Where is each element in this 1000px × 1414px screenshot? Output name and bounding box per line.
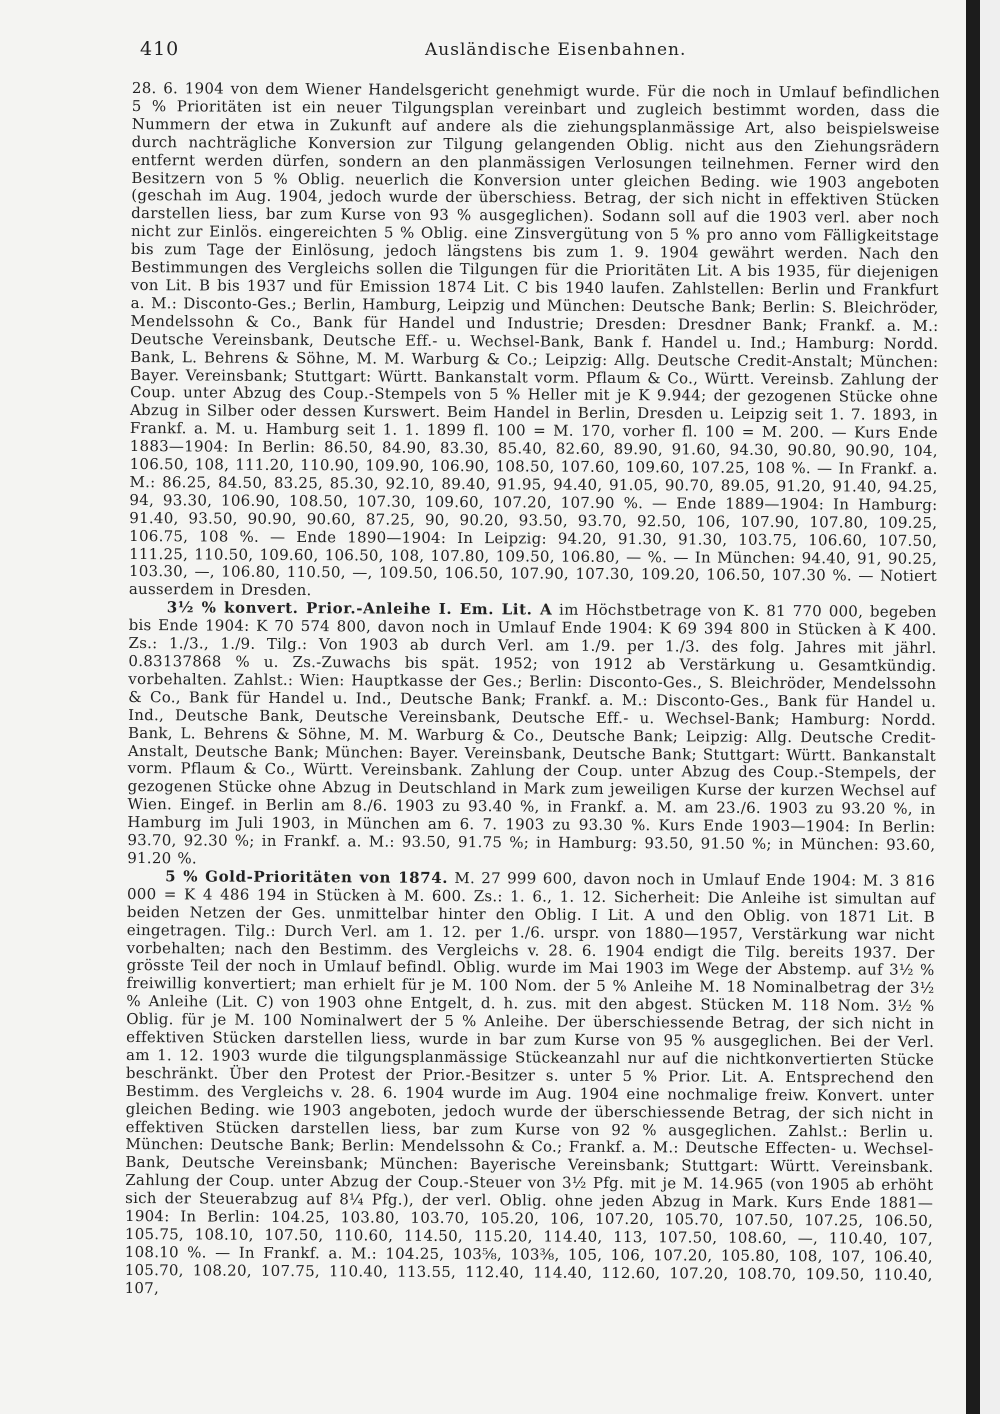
- paragraph-text: im Höchstbetrage von K. 81 770 000, begeben bis Ende 1904: K 70 574 800, davon noch in Umlauf Ende 1904: K 69 394 800 in Stücken à K 400. Zs.: 1./3., 1./9. Tilg.: Von 1903 ab durch Verl. am 1./9. per 1./3. des folg. Jahres mit jährl. 0.83137868 % u. Zs.-Zuwachs bis spät. 1952; von 1912 ab Verstärkung u. Gesamtkündig. vorbehalten. Zahlst.: Wien: Hauptkasse der Ges.; Berlin: Disconto-Ges., S. Bleichröder, Mendelssohn & Co., Bank für Handel u. Ind., Deutsche Bank; Frankf. a. M.: Disconto-Ges., Bank für Handel u. Ind., Deutsche Bank, Deutsche Vereinsbank, Deutsche Eff.- u. Wechsel-Bank; Hamburg: Nordd. Bank, L. Behrens & Söhne, M. M. Warburg & Co., Deutsche Bank; Leipzig: Allg. Deutsche Credit-Anstalt, Deutsche Bank; München: Bayer. Vereinsbank, Deutsche Bank; Stuttgart: Württ. Bankanstalt vorm. Pflaum & Co., Württ. Vereinsbank. Zahlung der Coup. unter Abzug des Coup.-Stempels, der gezogenen Stücke ohne Abzug in Deutschland in Mark zum jeweiligen Kurse der kurzen Wechsel auf Wien. Eingef. in Berlin am 8./6. 1903 zu 93.40 %, in Frankf. a. M. am 23./6. 1903 zu 93.20 %, in Hamburg im Juli 1903, in München am 6. 7. 1903 zu 93.30 %. Kurs Ende 1903—1904: In Berlin: 93.70, 92.30 %; in Frankf. a. M.: 93.50, 91.75 %; in Hamburg: 93.50, 91.50 %; in München: 93.60, 91.20 %.: [127, 600, 937, 868]
- paragraph-heading: 5 % Gold-Prioritäten von 1874.: [165, 867, 449, 887]
- page-number: 410: [140, 38, 180, 60]
- paragraph-vergleich: [129, 80, 940, 604]
- page-header: [140, 38, 940, 64]
- running-title: Ausländische Eisenbahnen.: [425, 40, 687, 60]
- scan-binding-edge: [966, 0, 980, 1414]
- paragraph-text: 28. 6. 1904 von dem Wiener Handelsgericht genehmigt wurde. Für die noch in Umlauf befindlichen 5 % Prioritäten ist ein neuer Tilgungsplan vereinbart und zugleich bestimmt worden, dass die Nummern der etwa in Zukunft auf andere als die ziehungsplanmässige Art, also beispielsweise durch nachträgliche Konversion zur Tilgung gelangenden Oblig. nicht aus den Ziehungsrädern entfernt werden dürfen, sondern an den planmässigen Verlosungen teilnehmen. Ferner wird den Besitzern von 5 % Oblig. neuerlich die Konversion unter gleichen Beding. wie 1903 angeboten (geschah im Aug. 1904, jedoch wurde der überschiess. Betrag, der sich nicht in effektiven Stücken darstellen liess, bar zum Kurse von 93 % ausgeglichen). Sodann soll auf die 1903 verl. aber noch nicht zur Einlös. eingereichten 5 % Oblig. eine Zinsvergütung von 5 % pro anno vom Fälligkeitstage bis zum Tage der Einlösung, jedoch längstens bis zum 1. 9. 1904 gewährt werden. Nach den Bestimmungen des Vergleichs sollen die Tilgungen für die Prioritäten Lit. A bis 1935, für diejenigen von Lit. B bis 1937 und für Emission 1874 Lit. C bis 1940 laufen. Zahlstellen: Berlin und Frankfurt a. M.: Disconto-Ges.; Berlin, Hamburg, Leipzig und München: Deutsche Bank; Berlin: S. Bleichröder, Mendelssohn & Co., Bank für Handel und Industrie; Dresden: Dresdner Bank; Frankf. a. M.: Deutsche Vereinsbank, Deutsche Eff.- u. Wechsel-Bank, Bank f. Handel u. Ind.; Hamburg: Nordd. Bank, L. Behrens & Söhne, M. M. Warburg & Co.; Leipzig: Allg. Deutsche Credit-Anstalt; München: Bayer. Vereinsbank; Stuttgart: Württ. Bankanstalt vorm. Pflaum & Co., Württ. Vereinsb. Zahlung der Coup. unter Abzug des Coup.-Stempels von 5 % Heller mit je K 9.944; der gezogenen Stücke ohne Abzug in Silber oder dessen Kurswert. Beim Handel in Berlin, Dresden u. Leipzig seit 1. 7. 1893, in Frankf. a. M. u. Hamburg seit 1. 1. 1899 fl. 100 = M. 170, vorher fl. 100 = M. 200. — Kurs Ende 1883—1904: In Berlin: 86.50, 84.90, 83.30, 85.40, 82.60, 89.90, 91.60, 94.30, 90.80, 90.90, 104, 106.50, 108, 111.20, 110.90, 109.90, 106.90, 108.50, 107.60, 109.60, 107.25, 108 %. — In Frankf. a. M.: 86.25, 84.50, 83.25, 85.30, 92.10, 89.40, 91.95, 94.40, 91.05, 90.70, 89.05, 91.20, 91.40, 94.25, 94, 93.30, 106.90, 108.50, 107.30, 109.60, 107.20, 107.90 %. — Ende 1889—1904: In Hamburg: 91.40, 93.50, 90.90, 90.60, 87.25, 90, 90.20, 93.50, 93.70, 92.50, 106, 107.90, 107.80, 109.25, 106.75, 108 %. — Ende 1890—1904: In Leipzig: 94.20, 91.30, 91.30, 103.75, 106.60, 107.50, 111.25, 110.50, 109.60, 106.50, 108, 107.80, 109.50, 106.80, — %. — In München: 94.40, 91, 90.25, 103.30, —, 106.80, 110.50, —, 109.50, 106.50, 107.90, 107.30, 109.20, 106.50, 107.30 %. — Notiert ausserdem in Dresden.: [128, 79, 940, 600]
- scan-margin: [980, 0, 1000, 1414]
- body-text: [125, 80, 940, 1303]
- paragraph-text: M. 27 999 600, davon noch in Umlauf Ende 1904: M. 3 816 000 = K 4 486 194 in Stücken à M. 600. Zs.: 1. 6., 1. 12. Sicherheit: Die Anleihe ist simultan auf beiden Netzen der Ges. unmittelbar hinter den Oblig. I Lit. A und den Oblig. von 1871 Lit. B eingetragen. Tilg.: Durch Verl. am 1. 12. per 1./6. urspr. von 1880—1957, Verstärkung war nicht vorbehalten; nach den Bestimm. des Vergleichs v. 28. 6. 1904 endigt die Tilg. bereits 1937. Der grösste Teil der noch in Umlauf befindl. Oblig. wurde im Mai 1903 im Wege der Abstemp. auf 3½ % freiwillig konvertiert; man erhielt für je M. 100 Nom. der 5 % Anleihe M. 18 Nominalbetrag der 3½ % Anleihe (Lit. C) von 1903 ohne Entgelt, d. h. zus. mit den abgest. Stücken M. 118 Nom. 3½ % Oblig. für je M. 100 Nominalwert der 5 % Anleihe. Der überschiessende Betrag, der sich nicht in effektiven Stücken darstellen liess, wurde in bar zum Kurse von 95 % ausgeglichen. Bei der Verl. am 1. 12. 1903 wurde die tilgungsplanmässige Stückeanzahl nur auf die nichtkonvertierten Stücke beschränkt. Über den Protest der Prior.-Besitzer s. unter 5 % Prior. Lit. A. Entsprechend den Bestimm. des Vergleichs v. 28. 6. 1904 wurde im Aug. 1904 eine nochmalige freiw. Konvert. unter gleichen Beding. wie 1903 angeboten, jedoch wurde der überschiessende Betrag, der sich nicht in effektiven Stücken darstellen liess, bar zum Kurse von 92 % ausgeglichen. Zahlst.: Berlin u. München: Deutsche Bank; Berlin: Mendelssohn & Co.; Frankf. a. M.: Deutsche Effecten- u. Wechsel-Bank, Deutsche Vereinsbank; München: Bayerische Vereinsbank; Stuttgart: Württ. Vereinsbank. Zahlung der Coup. unter Abzug der Coup.-Steuer von 3½ Pfg. mit je M. 14.965 (von 1905 ab erhöht sich der Steuerabzug auf 8¼ Pfg.), der verl. Oblig. ohne jeden Abzug in Mark. Kurs Ende 1881—1904: In Berlin: 104.25, 103.80, 103.70, 105.20, 106, 107.20, 105.70, 107.50, 107.25, 106.50, 105.75, 108.10, 107.50, 110.60, 114.50, 115.20, 114.40, 113, 107.50, 108.60, —, 110.40, 107, 108.10 %. — In Frankf. a. M.: 104.25, 103⅝, 103⅜, 105, 106, 107.20, 105.80, 108, 107, 106.40, 105.70, 108.20, 107.75, 110.40, 113.55, 112.40, 114.40, 112.60, 107.20, 108.70, 109.50, 110.40, 107,: [124, 868, 936, 1297]
- paragraph-prior-anleihe-lit-a: [127, 599, 937, 873]
- paragraph-gold-prioritaeten: [125, 868, 936, 1303]
- paragraph-heading: 3½ % konvert. Prior.-Anleihe I. Em. Lit. A: [166, 598, 553, 619]
